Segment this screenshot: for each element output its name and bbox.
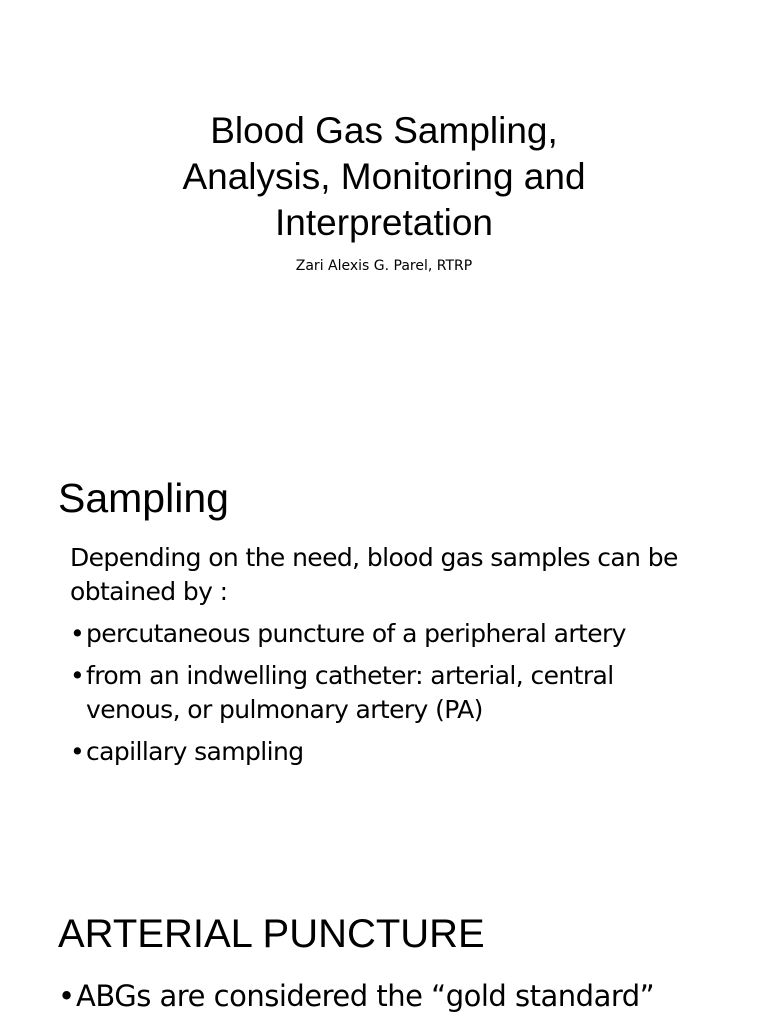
slide-heading: ARTERIAL PUNCTURE (58, 912, 485, 956)
slide-heading: Sampling (58, 475, 229, 521)
bullet-item (70, 735, 710, 769)
slide-body (70, 541, 710, 769)
bullet-item (58, 978, 654, 1014)
bullet-text: capillary sampling (86, 737, 304, 766)
title-slide (0, 0, 768, 436)
title-line: Blood Gas Sampling, (210, 110, 558, 151)
intro-text: Depending on the need, blood gas samples can be obtained by : (70, 543, 678, 606)
bullet-marker: • (70, 737, 85, 766)
bullet-item (70, 617, 710, 651)
bullet-marker: • (70, 661, 85, 690)
bullet-marker: • (70, 619, 85, 648)
sampling-slide (0, 436, 768, 872)
bullet-item (70, 659, 710, 727)
arterial-puncture-slide (0, 872, 768, 1024)
author-subtitle: Zari Alexis G. Parel, RTRP (295, 258, 473, 274)
title-line: Interpretation (274, 202, 494, 243)
title-line: Analysis, Monitoring and (182, 156, 586, 197)
bullet-text: percutaneous puncture of a peripheral artery (86, 619, 626, 648)
presentation-title (0, 108, 768, 246)
bullet-text: ABGs are considered the “gold standard” (76, 979, 655, 1013)
bullet-marker: • (58, 979, 75, 1013)
bullet-text: from an indwelling catheter: arterial, central venous, or pulmonary artery (PA) (86, 661, 614, 724)
